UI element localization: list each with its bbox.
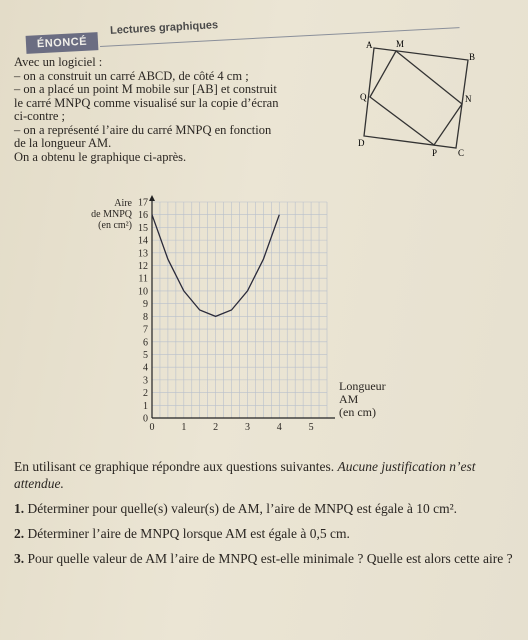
question-number: 1.: [14, 501, 25, 516]
x-axis-label: Longueur: [339, 379, 386, 393]
exercise-title: Lectures graphiques: [109, 19, 219, 37]
y-tick-label: 7: [143, 324, 148, 336]
intro-line: de la longueur AM.: [14, 136, 112, 150]
y-tick-label: 3: [143, 375, 148, 387]
y-tick-label: 6: [143, 337, 148, 349]
intro-line: – on a placé un point M mobile sur [AB] et construit: [14, 82, 277, 96]
y-tick-label: 4: [143, 362, 148, 374]
y-tick-label: 16: [138, 210, 148, 222]
y-tick-label: 8: [143, 311, 148, 323]
figure-label: B: [469, 52, 476, 62]
figure-label: N: [465, 94, 472, 104]
figure-label: Q: [360, 92, 367, 102]
intro-line: le carré MNPQ comme visualisé sur la copie d’écran: [14, 95, 279, 110]
question-text: Déterminer pour quelle(s) valeur(s) de AM, l’aire de MNPQ est égale à 10 cm².: [24, 501, 458, 516]
enonce-badge: ÉNONCÉ: [26, 32, 99, 54]
question-number: 3.: [14, 551, 25, 566]
graph-intro: On a obtenu le graphique ci-après.: [14, 149, 187, 164]
x-tick-label: 3: [244, 422, 250, 433]
figure-label: A: [366, 40, 373, 50]
square-figure: [358, 38, 498, 158]
y-tick-label: 1: [143, 400, 148, 412]
intro-line: – on a construit un carré ABCD, de côté 4 cm ;: [14, 68, 249, 83]
y-tick-label: 15: [138, 222, 148, 234]
figure-label: P: [432, 148, 438, 158]
square-mnpq: [370, 51, 462, 145]
questions-intro: [14, 458, 519, 492]
y-tick-label: 10: [138, 286, 148, 298]
y-axis-label: (en cm²): [98, 220, 132, 231]
y-tick-label: 2: [143, 388, 148, 400]
figure-label: D: [358, 138, 365, 148]
questions-intro-main: En utilisant ce graphique répondre aux questions suivantes.: [14, 459, 338, 474]
square-abcd: [364, 48, 468, 148]
questions-intro-note: Aucune justification n’est attendue.: [14, 459, 476, 491]
x-tick-label: 4: [276, 422, 282, 433]
question-text: Déterminer l’aire de MNPQ lorsque AM est égale à 0,5 cm.: [24, 526, 350, 541]
questions-block: [14, 458, 519, 572]
y-tick-label: 17: [138, 197, 148, 209]
question-1: [14, 500, 519, 517]
question-number: 2.: [14, 526, 25, 541]
question-2: [14, 525, 519, 542]
x-tick-label: 1: [181, 422, 187, 433]
intro-text: [14, 56, 359, 164]
figure-label: M: [396, 39, 405, 49]
area-chart: [52, 188, 412, 448]
y-tick-label: 12: [138, 261, 148, 273]
x-axis-label: AM: [339, 392, 359, 406]
x-axis-label: (en cm): [339, 405, 376, 419]
intro-line: Avec un logiciel :: [14, 55, 103, 69]
x-tick-label: 0: [149, 422, 155, 433]
question-text: Pour quelle valeur de AM l’aire de MNPQ est-elle minimale ? Quelle est alors cette aire ?: [24, 551, 513, 566]
y-tick-label: 13: [138, 248, 148, 260]
y-axis-arrow: [149, 195, 155, 201]
intro-line: – on a représenté l’aire du carré MNPQ en fonction: [14, 122, 272, 137]
intro-line: ci-contre ;: [14, 109, 66, 123]
y-tick-label: 11: [138, 273, 148, 285]
question-3: [14, 550, 519, 567]
y-tick-label: 0: [143, 413, 148, 425]
y-tick-label: 14: [138, 235, 148, 247]
y-axis-label: Aire: [114, 198, 132, 209]
figure-label: C: [458, 148, 465, 158]
y-tick-label: 5: [143, 349, 148, 361]
y-tick-label: 9: [143, 299, 148, 311]
y-axis-label: de MNPQ: [91, 209, 132, 220]
x-tick-label: 5: [308, 422, 314, 433]
x-tick-label: 2: [213, 422, 219, 433]
